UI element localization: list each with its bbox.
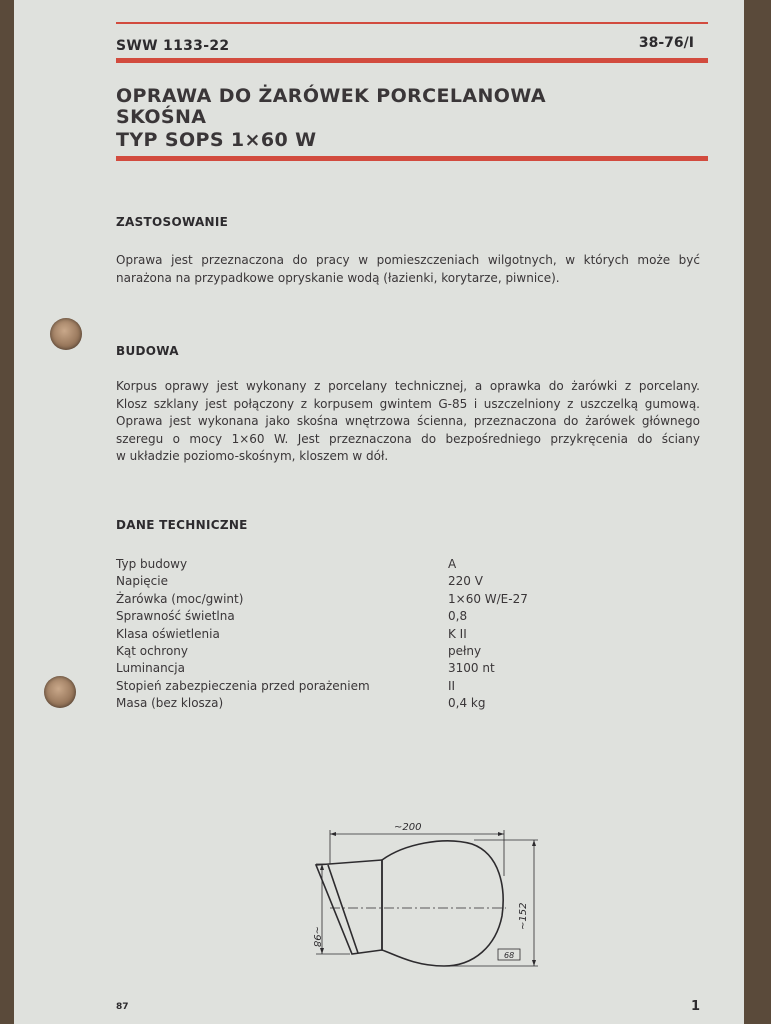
spec-label: Kąt ochrony [116,643,189,658]
spec-value: 0,4 kg [448,696,486,711]
spec-value: II [448,678,456,693]
technical-drawing [294,816,544,986]
spec-value: 3100 nt [448,661,495,676]
paragraph-line: Oprawa jest przeznaczona do pracy w pomieszczeniach wilgotnych, w których może być [116,253,700,267]
punch-hole-bottom [44,676,76,708]
spec-label: Napięcie [116,574,168,589]
page-title [116,86,546,151]
spec-label: Luminancja [116,661,185,676]
document-code: SWW 1133-22 [116,38,230,54]
header-bottom-rule [116,58,708,63]
spec-value: pełny [448,643,482,658]
dimension-width-label: ~200 [394,822,422,833]
document-page [14,0,744,1024]
title-line-1: OPRAWA DO ŻARÓWEK PORCELANOWA [116,85,546,107]
spec-label: Masa (bez klosza) [116,696,224,711]
paragraph-line: Korpus oprawy jest wykonany z porcelany technicznej, a oprawka do żarówki z porcelany. [116,379,700,393]
drawing-shade-outline [382,841,503,966]
header-top-rule [116,22,708,24]
drawing-label-box-text: 68 [504,951,515,960]
page-number: 1 [690,999,700,1014]
spec-value: 0,8 [448,609,468,624]
spec-value: A [448,557,457,571]
paragraph-line: w układzie poziomo-skośnym, kloszem w dół. [116,449,389,463]
paragraph-line: szeregu o mocy 1×60 W. Jest przeznaczona do bezpośredniego przykręcenia do ściany [116,431,700,446]
spec-label: Typ budowy [116,557,188,571]
paragraph-line: Oprawa jest wykonana jako skośna wnętrzowa ścienna, przeznaczona do żarówek głównego [116,414,700,428]
spec-label: Stopień zabezpieczenia przed porażeniem [116,678,370,693]
spec-label: Klasa oświetlenia [116,626,220,641]
paragraph-zastosowanie [116,252,700,287]
spec-label: Sprawność świetlna [116,609,235,624]
title-line-3: TYP SOPS 1×60 W [116,129,317,151]
paragraph-line: Klosz szklany jest połączony z korpusem gwintem G-85 i uszczelniony z uszczelką gumową. [116,396,700,411]
spec-value: 1×60 W/E-27 [448,591,528,606]
spec-value: 220 V [448,574,483,589]
punch-hole-top [50,318,82,350]
paragraph-line: narażona na przypadkowe opryskanie wodą (łazienki, korytarze, piwnice). [116,270,560,285]
drawing-body-top-edge [328,865,358,953]
dimension-right-height-label: ~152 [518,902,529,930]
section-heading-budowa: BUDOWA [116,344,179,358]
section-heading-dane-techniczne: DANE TECHNICZNE [116,518,248,532]
title-line-2: SKOŚNA [116,106,207,128]
document-number: 38-76/I [638,35,694,51]
drawing-body-outline [316,860,382,954]
title-rule [116,156,708,161]
footer-left-number: 87 [116,1002,129,1012]
spec-label: Żarówka (moc/gwint) [116,591,244,606]
spec-value: K II [448,626,467,641]
paragraph-budowa [116,378,700,466]
section-heading-zastosowanie: ZASTOSOWANIE [116,215,229,229]
dimension-left-height-label: ~98 [311,926,322,948]
